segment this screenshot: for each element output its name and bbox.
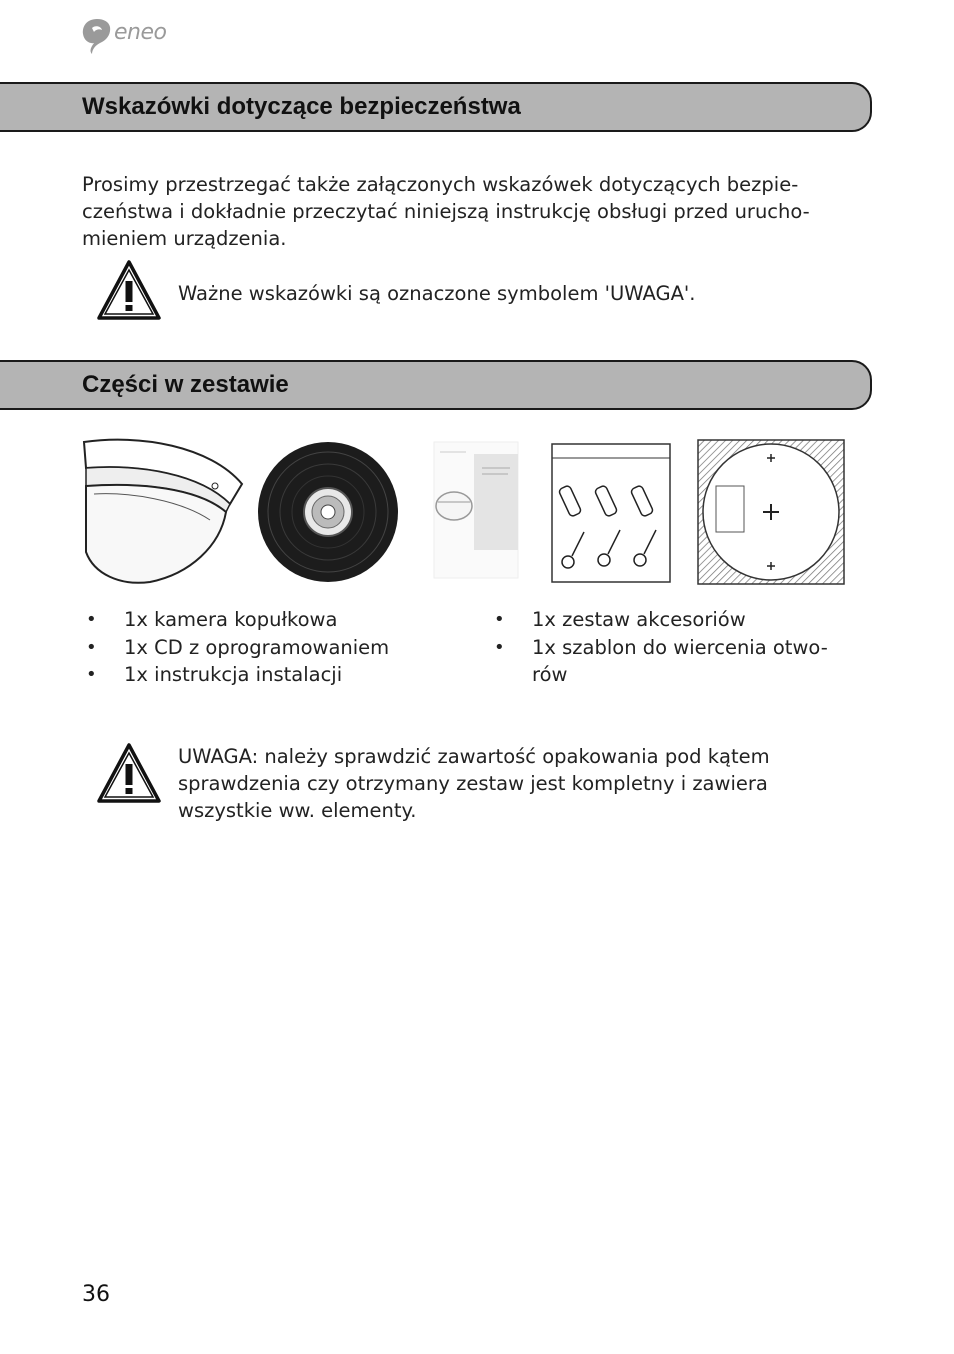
page-number: 36 bbox=[82, 1282, 110, 1307]
parts-list-left bbox=[82, 606, 389, 689]
warning-note: Ważne wskazówki są oznaczone symbolem 'UWAGA'. bbox=[178, 282, 696, 305]
list-item bbox=[490, 634, 828, 689]
bullet-icon: • bbox=[494, 636, 505, 658]
list-item: • 1x kamera kopułkowa bbox=[82, 606, 389, 634]
warning-line: wszystkie ww. elementy. bbox=[178, 799, 417, 822]
warning-triangle-icon bbox=[96, 742, 162, 804]
drilling-template-image bbox=[696, 434, 846, 586]
dome-camera-image bbox=[80, 434, 248, 586]
section-title: Części w zestawie bbox=[82, 371, 289, 398]
list-item-text: 1x zestaw akcesoriów bbox=[532, 608, 746, 631]
cd-image bbox=[252, 434, 404, 586]
warning-line: UWAGA: należy sprawdzić zawartość opakowania pod kątem bbox=[178, 745, 770, 768]
eneo-logo-icon bbox=[80, 16, 114, 56]
paragraph-line: mieniem urządzenia. bbox=[82, 227, 287, 250]
section-header-parts bbox=[0, 360, 872, 410]
warning-line: sprawdzenia czy otrzymany zestaw jest kompletny i zawiera bbox=[178, 772, 768, 795]
list-item-text: 1x szablon do wiercenia otwo- bbox=[532, 635, 828, 659]
contents-warning bbox=[178, 743, 770, 824]
paragraph-line: czeństwa i dokładnie przeczytać niniejszą instrukcję obsługi przed urucho- bbox=[82, 200, 810, 223]
manual-image bbox=[426, 434, 522, 586]
list-item bbox=[490, 606, 828, 634]
section-title: Wskazówki dotyczące bezpieczeństwa bbox=[82, 93, 521, 120]
list-item-text: rów bbox=[532, 663, 568, 686]
paragraph-line: Prosimy przestrzegać także załączonych wskazówek dotyczących bezpie- bbox=[82, 173, 799, 196]
list-item: • 1x CD z oprogramowaniem bbox=[82, 634, 389, 662]
accessory-kit-image bbox=[550, 434, 674, 586]
list-item: • 1x instrukcja instalacji bbox=[82, 661, 389, 689]
parts-list-right bbox=[490, 606, 828, 689]
safety-paragraph bbox=[82, 171, 862, 252]
bullet-icon: • bbox=[494, 609, 505, 630]
warning-triangle-icon bbox=[96, 259, 162, 321]
eneo-logo bbox=[80, 16, 190, 58]
logo-text: eneo bbox=[114, 20, 167, 45]
section-header-safety bbox=[0, 82, 872, 132]
